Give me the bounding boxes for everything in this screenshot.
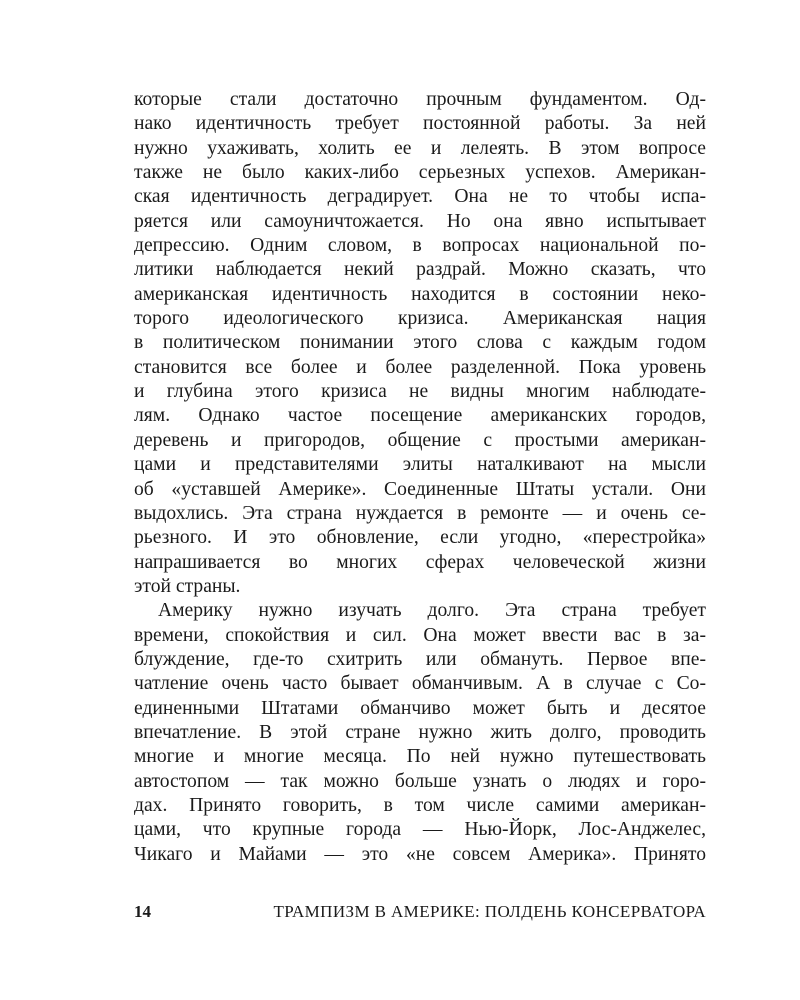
text-line: нужно ухаживать, холить ее и лелеять. В этом вопросе (134, 137, 706, 159)
text-line: становится все более и более разделенной. Пока уровень (134, 356, 706, 378)
running-head: ТРАМПИЗМ В АМЕРИКЕ: ПОЛДЕНЬ КОНСЕРВАТОРА (273, 902, 706, 921)
text-line: цами, что крупные города — Нью-Йорк, Лос-Анджелес, (134, 819, 706, 841)
text-line: которые стали достаточно прочным фундаментом. Од- (134, 89, 706, 110)
text-line: рьезного. И это обновление, если угодно, «перестройка» (134, 527, 706, 549)
text-line: торого идеологического кризиса. Американская нация (134, 308, 706, 330)
text-line: депрессию. Одним словом, в вопросах национальной по- (134, 235, 706, 257)
text-line: ская идентичность деградирует. Она не то чтобы испа- (134, 186, 706, 208)
text-line: напрашивается во многих сферах человеческой жизни (134, 551, 706, 573)
page-footer (134, 900, 706, 924)
text-line: дах. Принято говорить, в том числе самими американ- (134, 794, 706, 816)
text-line: деревень и пригородов, общение с простыми американ- (134, 429, 706, 451)
text-line: в политическом понимании этого слова с каждым годом (134, 332, 706, 354)
text-line: ряется или самоуничтожается. Но она явно испытывает (134, 210, 706, 232)
text-line: нако идентичность требует постоянной работы. За ней (134, 113, 706, 135)
text-line: также не было каких-либо серьезных успехов. Американ- (134, 162, 706, 184)
text-line: многие и многие месяца. По ней нужно путешествовать (134, 746, 706, 768)
text-line: автостопом — так можно больше узнать о людях и горо- (134, 770, 706, 792)
text-line: блуждение, где-то схитрить или обмануть. Первое впе- (134, 648, 706, 670)
text-line: цами и представителями элиты наталкивают на мысли (134, 454, 706, 476)
text-line: литики наблюдается некий раздрай. Можно сказать, что (134, 259, 706, 281)
text-line: выдохлись. Эта страна нуждается в ремонте — и очень се- (134, 502, 706, 524)
text-line: единенными Штатами обманчиво может быть и десятое (134, 697, 706, 719)
body-text (134, 88, 706, 867)
text-line: американская идентичность находится в состоянии неко- (134, 283, 706, 305)
text-line: чатление очень часто бывает обманчивым. А в случае с Со- (134, 673, 706, 695)
paragraph-end-line: этой страны. (134, 575, 241, 597)
paragraph-start-line: Америку нужно изучать долго. Эта страна требует (158, 600, 706, 622)
text-line: лям. Однако частое посещение американских городов, (134, 405, 706, 427)
text-line: времени, спокойствия и сил. Она может ввести вас в за- (134, 624, 706, 646)
text-line: об «уставшей Америке». Соединенные Штаты устали. Они (134, 478, 706, 500)
page-number: 14 (134, 902, 151, 921)
text-line: впечатление. В этой стране нужно жить долго, проводить (134, 721, 706, 743)
text-line: и глубина этого кризиса не видны многим наблюдате- (134, 381, 706, 403)
text-line: Чикаго и Майами — это «не совсем Америка». Принято (134, 843, 706, 865)
